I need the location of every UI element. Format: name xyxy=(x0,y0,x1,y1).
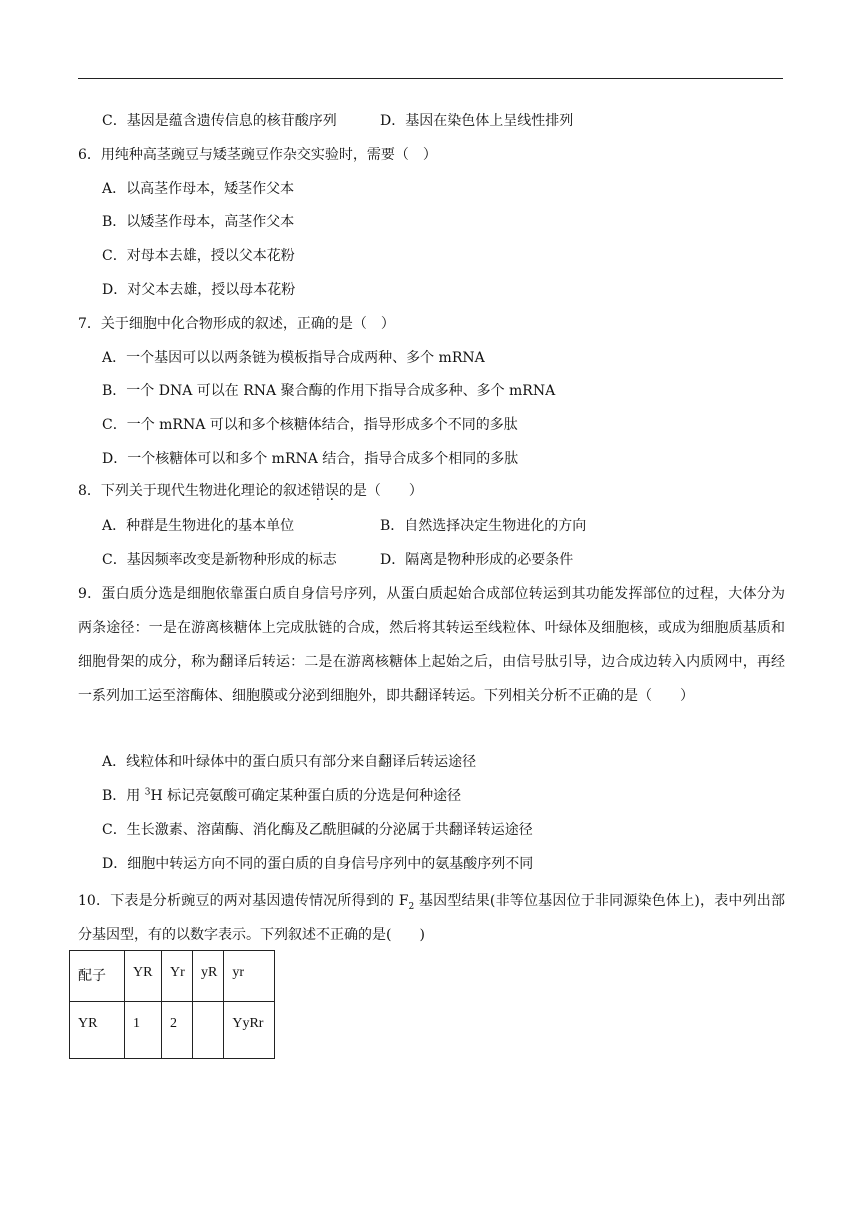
q9-option-d: D．细胞中转运方向不同的蛋白质的自身信号序列中的氨基酸序列不同 xyxy=(102,856,534,872)
table-cell: YR xyxy=(70,1002,125,1059)
q7-option-a: A．一个基因可以以两条链为模板指导合成两种、多个 mRNA xyxy=(102,350,485,366)
q9-option-c: C．生长激素、溶菌酶、消化酶及乙酰胆碱的分泌属于共翻译转运途径 xyxy=(102,822,533,838)
q7-option-b: B．一个 DNA 可以在 RNA 聚合酶的作用下指导合成多种、多个 mRNA xyxy=(102,383,556,399)
table-cell: 1 xyxy=(125,1002,162,1059)
q6-option-a: A．以高茎作母本，矮茎作父本 xyxy=(102,181,295,197)
q5-option-d: D．基因在染色体上呈线性排列 xyxy=(380,113,574,129)
table-cell: yR xyxy=(193,951,224,1002)
q8-option-a: A．种群是生物进化的基本单位 xyxy=(102,518,295,534)
q6-option-b: B．以矮茎作母本，高茎作父本 xyxy=(102,214,295,230)
q7-option-d: D．一个核糖体可以和多个 mRNA 结合，指导合成多个相同的多肽 xyxy=(102,451,519,467)
q8-option-c: C．基因频率改变是新物种形成的标志 xyxy=(102,552,337,568)
q8-option-d: D．隔离是物种形成的必要条件 xyxy=(380,552,574,568)
table-cell: YyRr xyxy=(224,1002,275,1059)
table-cell: Yr xyxy=(162,951,193,1002)
q9-option-b: B．用 $^3$H 标记亮氨酸可确定某种蛋白质的分选是何种途径 xyxy=(102,787,462,804)
table-cell: yr xyxy=(224,951,275,1002)
header-rule xyxy=(78,78,783,79)
table-cell: YR xyxy=(125,951,162,1002)
table-cell xyxy=(193,1002,224,1059)
q7-option-c: C．一个 mRNA 可以和多个核糖体结合，指导形成多个不同的多肽 xyxy=(102,417,518,433)
q6-option-d: D．对父本去雄，授以母本花粉 xyxy=(102,282,296,298)
table-cell: 配子 xyxy=(70,951,125,1002)
q7-stem: 7．关于细胞中化合物形成的叙述，正确的是（ ） xyxy=(78,316,395,332)
q6-option-c: C．对母本去雄，授以父本花粉 xyxy=(102,248,295,264)
q5-option-c: C．基因是蕴含遗传信息的核苷酸序列 xyxy=(102,113,337,129)
table-cell: 2 xyxy=(162,1002,193,1059)
table-header-row xyxy=(70,951,275,1002)
table-row xyxy=(70,1002,275,1059)
q8-stem: 8．下列关于现代生物进化理论的叙述错误的是（ ） xyxy=(78,483,423,499)
q9-option-a: A．线粒体和叶绿体中的蛋白质只有部分来自翻译后转运途径 xyxy=(102,754,477,770)
q6-stem: 6．用纯种高茎豌豆与矮茎豌豆作杂交实验时，需要（ ） xyxy=(78,147,437,163)
q10-stem: 10．下表是分析豌豆的两对基因遗传情况所得到的 $F_2$ 基因型结果(非等位基因位于非同源染色体上)，表中列出部分基因型，有的以数字表示。下列叙述不正确的是( ) xyxy=(78,893,786,943)
q8-emphasis-char: 误 xyxy=(324,483,339,499)
q8-emphasis-char: 错 xyxy=(310,483,325,499)
q8-option-b: B．自然选择决定生物进化的方向 xyxy=(380,518,587,534)
q9-stem: 9．蛋白质分选是细胞依靠蛋白质自身信号序列，从蛋白质起始合成部位转运到其功能发挥部位的过程，大体分为两条途径：一是在游离核糖体上完成肽链的合成，然后将其转运至线粒体、叶绿体及细胞核，或成为细胞质基质和细胞骨架的成分，称为翻译后转运：二是在游离核糖体上起始之后，由信号肽引导，边合成边转入内质网中，再经一系列加工运至溶酶体、细胞膜或分泌到细胞外，即共翻译转运。下列相关分析不正确的是（ ） xyxy=(78,586,785,704)
genotype-table xyxy=(69,950,275,1059)
